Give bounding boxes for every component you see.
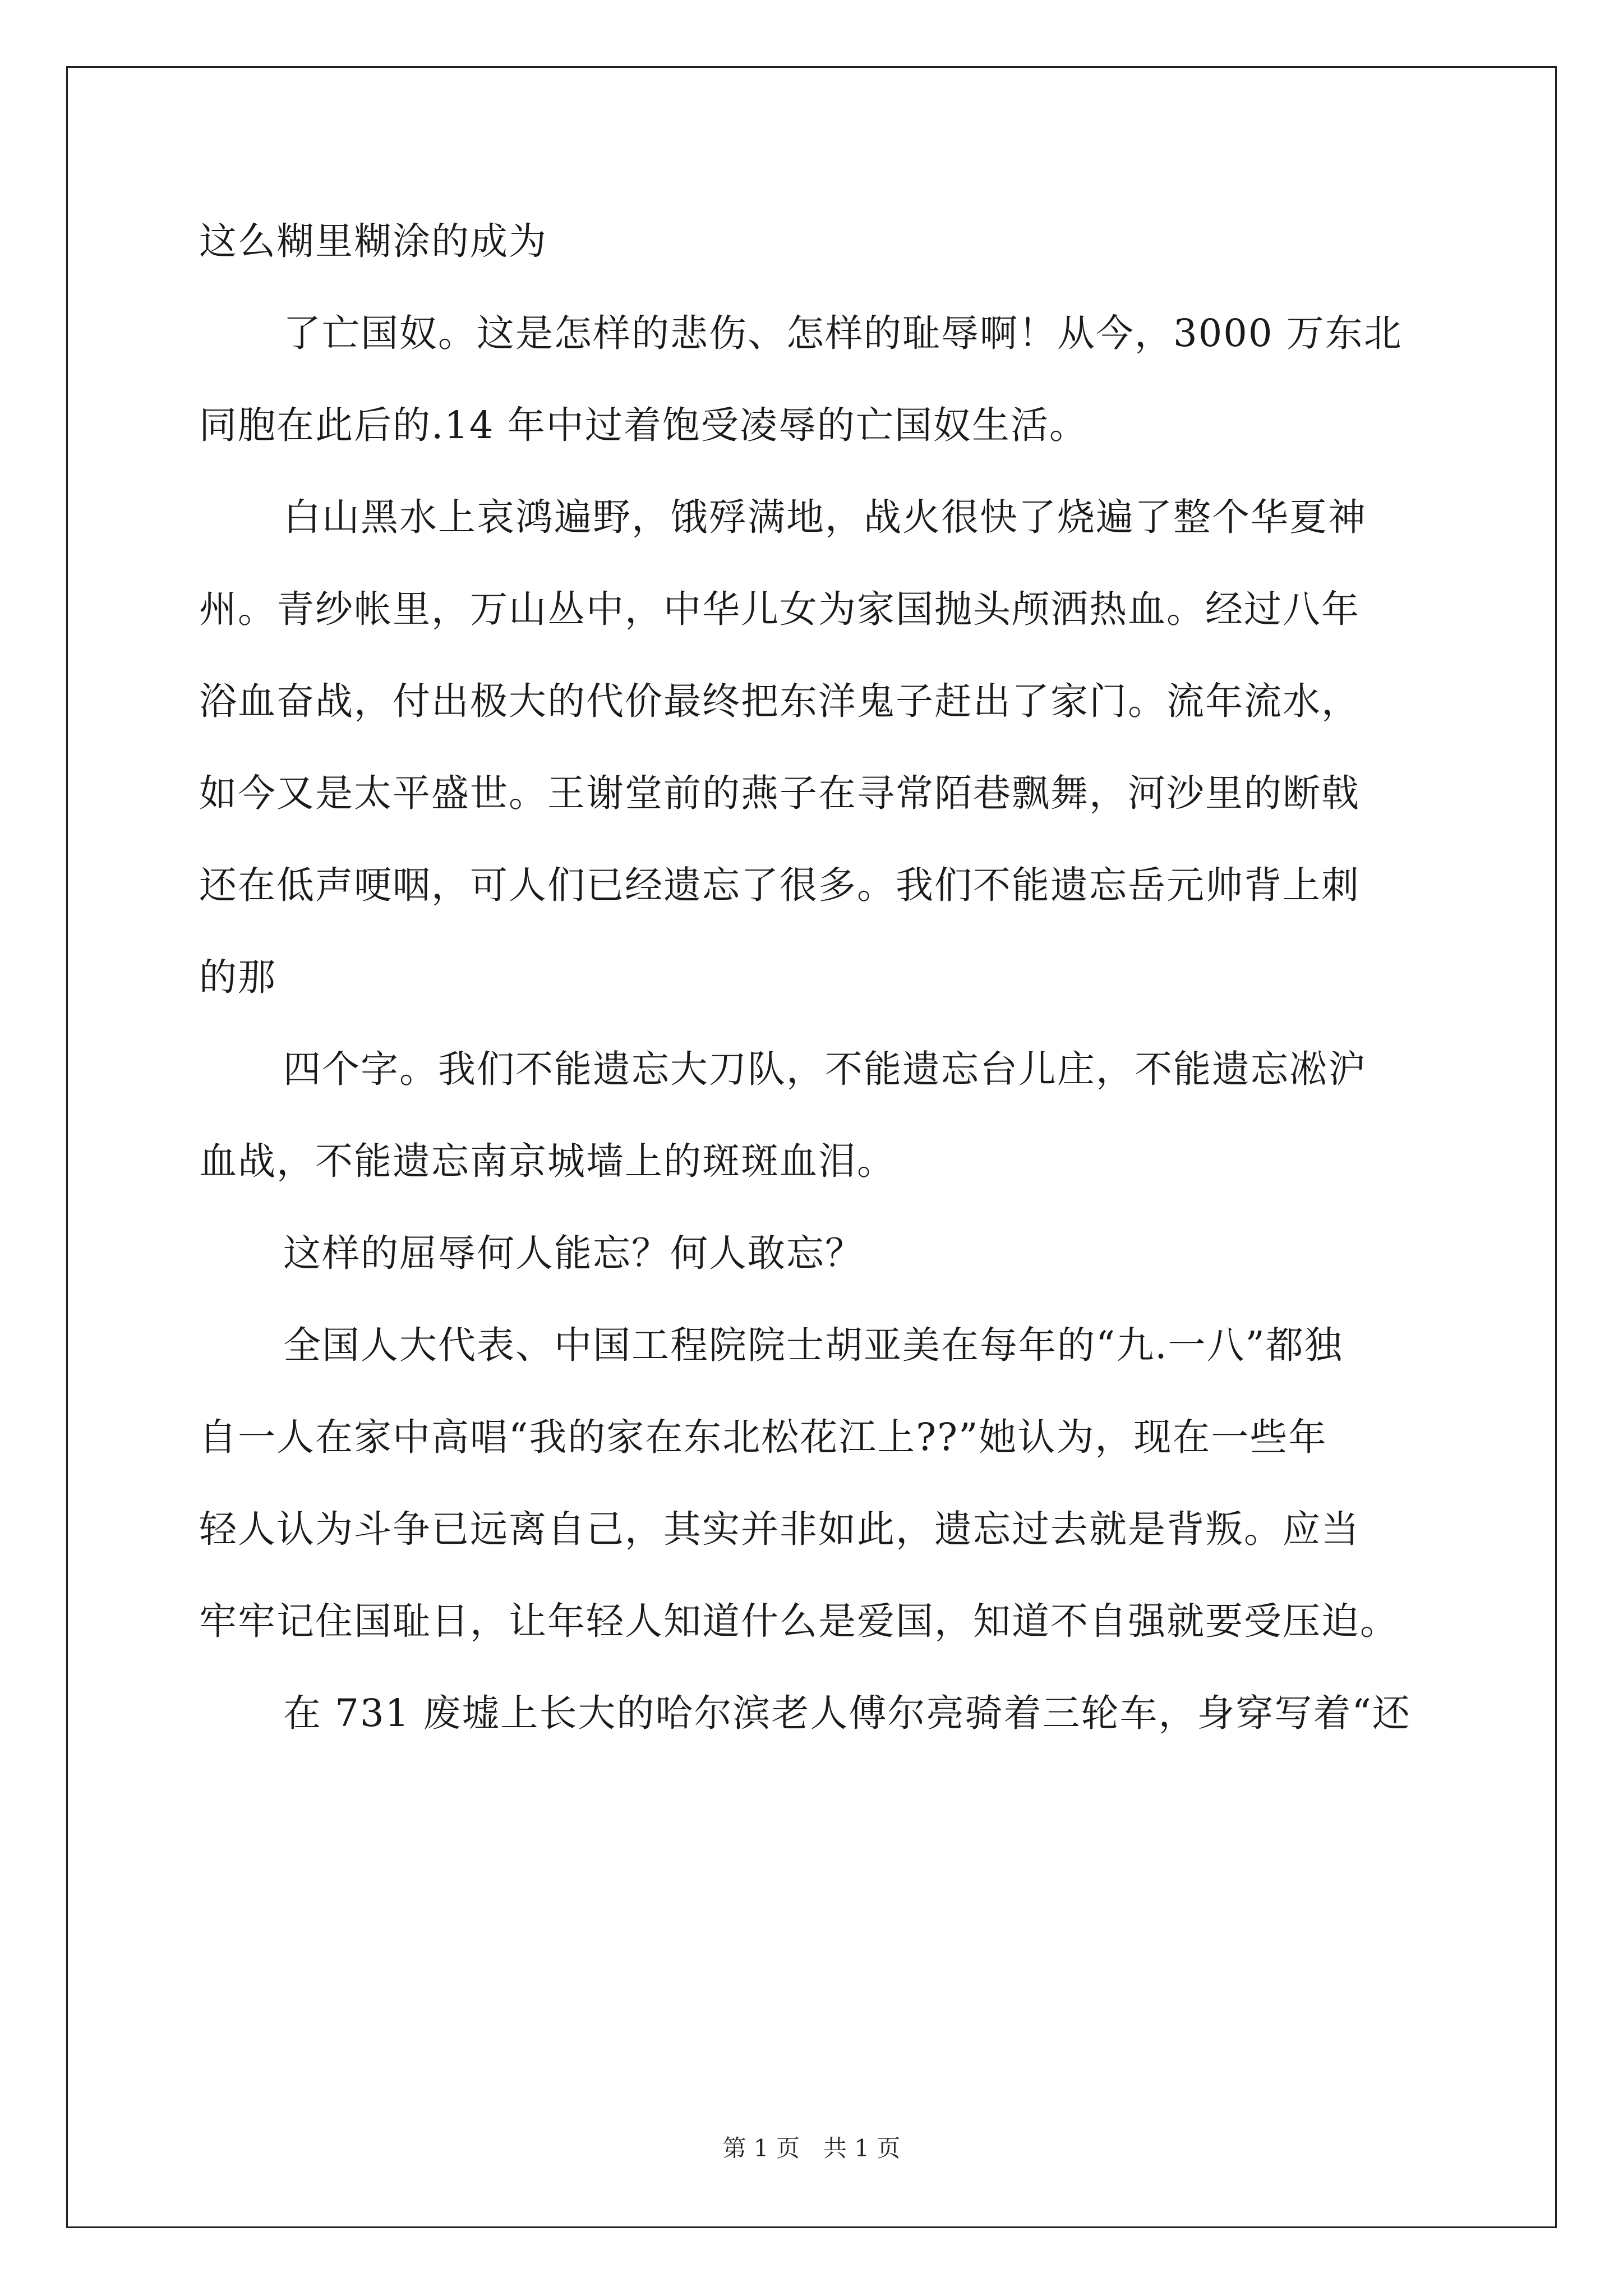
text-line: 轻人认为斗争已远离自己，其实并非如此，遗忘过去就是背叛。应当	[199, 1507, 1360, 1551]
text-line: 血战，不能遗忘南京城墙上的斑斑血泪。	[199, 1139, 896, 1183]
text-line: 浴血奋战，付出极大的代价最终把东洋鬼子赶出了家门。流年流水，	[199, 679, 1360, 723]
text-line: 同胞在此后的.14 年中过着饱受凌辱的亡国奴生活。	[199, 403, 1088, 447]
text-line: 州。青纱帐里，万山丛中，中华儿女为家国抛头颅洒热血。经过八年	[199, 587, 1360, 631]
text-line: 白山黑水上哀鸿遍野，饿殍满地，战火很快了烧遍了整个华夏神	[283, 495, 1367, 539]
text-line: 全国人大代表、中国工程院院士胡亚美在每年的“九.一八”都独	[283, 1323, 1343, 1367]
text-line: 牢牢记住国耻日，让年轻人知道什么是爱国，知道不自强就要受压迫。	[199, 1599, 1399, 1643]
text-line: 自一人在家中高唱“我的家在东北松花江上??”她认为，现在一些年	[199, 1415, 1327, 1459]
text-line: 在 731 废墟上长大的哈尔滨老人傅尔亮骑着三轮车，身穿写着“还	[283, 1691, 1411, 1735]
text-line: 的那	[199, 955, 276, 999]
page-footer: 第 1 页 共 1 页	[722, 2134, 901, 2162]
text-line: 四个字。我们不能遗忘大刀队，不能遗忘台儿庄，不能遗忘凇沪	[283, 1047, 1367, 1091]
text-line: 这样的屈辱何人能忘？何人敢忘？	[283, 1231, 864, 1275]
text-line: 还在低声哽咽，可人们已经遗忘了很多。我们不能遗忘岳元帅背上刺	[199, 863, 1360, 907]
text-line: 这么糊里糊涂的成为	[199, 219, 547, 263]
text-line: 如今又是太平盛世。王谢堂前的燕子在寻常陌巷飘舞，河沙里的断戟	[199, 771, 1360, 815]
text-line: 了亡国奴。这是怎样的悲伤、怎样的耻辱啊！从今，3000 万东北	[283, 311, 1403, 355]
